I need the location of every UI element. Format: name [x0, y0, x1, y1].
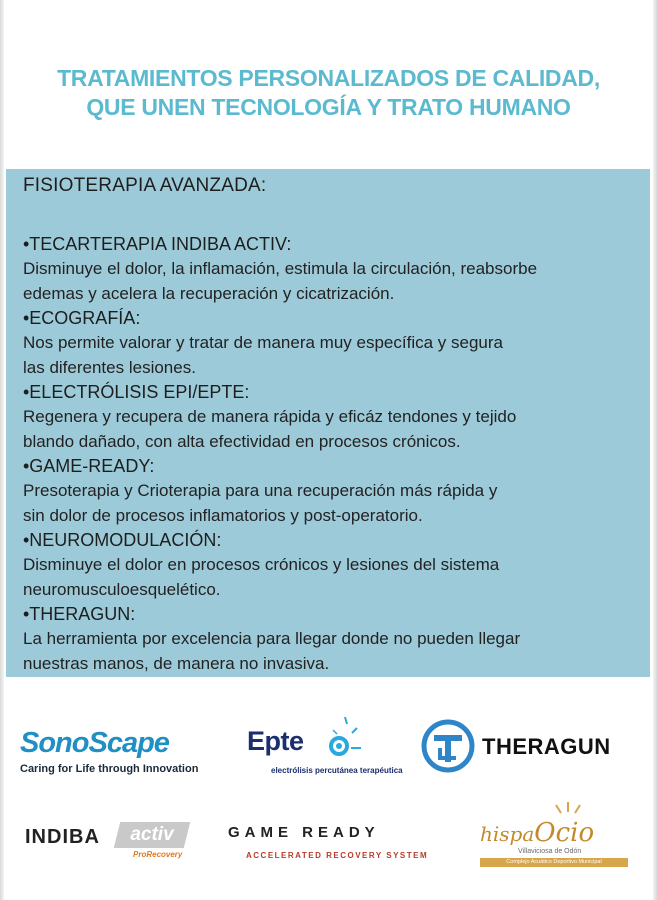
treatment-desc-line: Nos permite valorar y tratar de manera muy específica y segura [23, 333, 503, 352]
treatment-desc-line: Regenera y recupera de manera rápida y eficáz tendones y tejido [23, 407, 517, 426]
treatment-title: •GAME-READY: [23, 456, 155, 476]
epte-logo [247, 726, 422, 786]
sonoscape-logo [20, 727, 198, 775]
treatment-desc-line: Disminuye el dolor en procesos crónicos y lesiones del sistema [23, 555, 500, 574]
treatment-desc-line: edemas y acelera la recuperación y cicatrización. [23, 284, 395, 303]
treatment-item-neuromodulacion [23, 528, 643, 602]
sonoscape-name: SonoScape [20, 727, 169, 759]
treatment-desc-line: nuestras manos, de manera no invasiva. [23, 654, 330, 673]
treatment-item-theragun [23, 602, 643, 676]
sonoscape-tagline: Caring for Life through Innovation [20, 763, 199, 775]
treatment-list [23, 232, 643, 676]
game-ready-name: GAME READY [228, 824, 380, 841]
game-ready-logo [228, 824, 448, 864]
treatment-desc-line: sin dolor de procesos inflamatorios y post-operatorio. [23, 506, 423, 525]
game-ready-subtitle: ACCELERATED RECOVERY SYSTEM [246, 851, 429, 860]
treatment-title: •NEUROMODULACIÓN: [23, 530, 222, 550]
treatment-item-tecarterapia [23, 232, 643, 306]
treatment-title: •TECARTERAPIA INDIBA ACTIV: [23, 234, 292, 254]
treatment-desc-line: neuromusculoesquelético. [23, 580, 221, 599]
treatment-desc-line: Disminuye el dolor, la inflamación, estimula la circulación, reabsorbe [23, 259, 538, 278]
panel-title: FISIOTERAPIA AVANZADA: [23, 175, 267, 196]
sun-rays-icon [548, 800, 588, 820]
theragun-emblem-icon [420, 718, 476, 774]
treatment-title: •THERAGUN: [23, 604, 136, 624]
treatment-desc-line: La herramienta por excelencia para llegar donde no pueden llegar [23, 629, 521, 648]
theragun-name: THERAGUN [482, 734, 611, 759]
indiba-logo [25, 820, 200, 865]
headline [0, 64, 657, 122]
treatment-item-game-ready [23, 454, 643, 528]
treatment-desc-line: Presoterapia y Crioterapia para una recuperación más rápida y [23, 481, 498, 500]
hispaocio-name-a: hispa [480, 822, 535, 846]
treatments-panel [6, 169, 650, 677]
epte-name: Epte [247, 726, 304, 756]
indiba-activ-badge [114, 822, 190, 848]
hispaocio-bar: Complejo Acuático Deportivo Municipal [480, 858, 628, 867]
hispaocio-name-b: Ocio [534, 818, 595, 848]
treatment-item-ecografia [23, 306, 643, 380]
treatment-item-electrolisis [23, 380, 643, 454]
treatment-title: •ECOGRAFÍA: [23, 308, 141, 328]
headline-line-1: TRATAMIENTOS PERSONALIZADOS DE CALIDAD, [57, 65, 600, 91]
indiba-name: INDIBA [25, 826, 100, 848]
epte-sun-icon [325, 714, 365, 762]
treatment-desc-line: blando dañado, con alta efectividad en procesos crónicos. [23, 432, 461, 451]
epte-subtitle: electrólisis percutánea terapéutica [271, 766, 403, 775]
treatment-title: •ELECTRÓLISIS EPI/EPTE: [23, 382, 250, 402]
headline-line-2: QUE UNEN TECNOLOGÍA Y TRATO HUMANO [86, 94, 571, 120]
hispaocio-location: Villaviciosa de Odón [518, 848, 582, 855]
partner-logos [0, 690, 657, 900]
hispaocio-name [480, 818, 594, 848]
theragun-logo [420, 718, 650, 778]
indiba-prorecovery: ProRecovery [133, 850, 183, 859]
indiba-activ-text: activ [130, 824, 174, 845]
hispaocio-logo [478, 800, 628, 870]
treatment-desc-line: las diferentes lesiones. [23, 358, 196, 377]
